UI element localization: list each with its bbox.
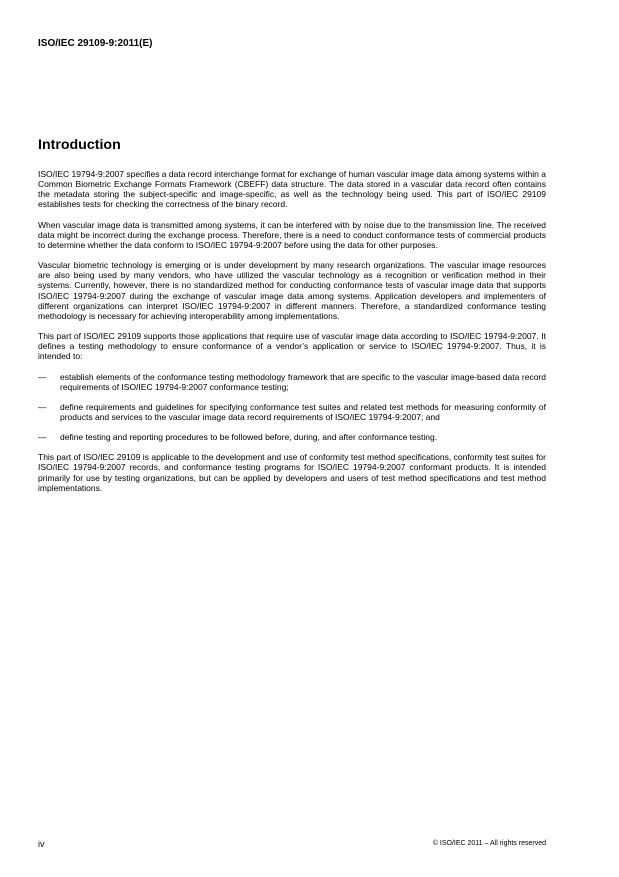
page-title: Introduction <box>38 137 121 153</box>
list-item <box>38 432 546 442</box>
list-item-text: establish elements of the conformance testing methodology framework that are specific to the vascular image-based data record requirements of ISO/IEC 19794-9:2007 conformance testing; <box>60 371 546 392</box>
list-item <box>38 372 546 392</box>
body-text <box>38 169 546 503</box>
document-identifier: ISO/IEC 29109-9:2011(E) <box>38 38 153 49</box>
paragraph: Vascular biometric technology is emerging or is under development by many research organizations. The vascular image resources are also being used by many vendors, who have utilized the vascular technology as a recognition or verification method in their systems. Currently, however, there is no standardized method for conducting conformance tests of vascular image data that supports ISO/IEC 19794-9:2007 during the exchange of vascular image data among systems. Application developers and implementers of different organizations can interpret ISO/IEC 19794-9:2007 in different manners. Therefore, a standardized conformance testing methodology is necessary for achieving interoperability among implementations. <box>38 260 546 321</box>
list-item <box>38 402 546 422</box>
bullet-dash: — <box>38 432 47 443</box>
list-item-text: define testing and reporting procedures to be followed before, during, and after conformance testing. <box>60 432 438 443</box>
paragraph: ISO/IEC 19794-9:2007 specifies a data record interchange format for exchange of human vascular image data among systems within a Common Biometric Exchange Formats Framework (CBEFF) data structure. The data stored in a vascular data record often contains the metadata storing the subject-specific and image-specific, as well as the technology being used. This part of ISO/IEC 29109 establishes tests for checking the correctness of the binary record. <box>38 169 546 210</box>
bullet-dash: — <box>38 371 47 382</box>
paragraph: When vascular image data is transmitted among systems, it can be interfered with by noise due to the transmission line. The received data might be incorrect during the exchange process. Therefore, there is a need to conduct conformance tests of commercial products to determine whether the data conform to ISO/IEC 19794-9:2007 before using the data for other purposes. <box>38 219 546 250</box>
list-item-text: define requirements and guidelines for specifying conformance test suites and related test methods for measuring conformity of products and services to the vascular image data record requirements of ISO/IEC 19794-9:2007; and <box>60 401 546 422</box>
paragraph: This part of ISO/IEC 29109 is applicable to the development and use of conformity test method specifications, conformity test suites for ISO/IEC 19794-9:2007 records, and conformance testing programs for ISO/IEC 19794-9:2007 conformant products. It is intended primarily for use by testing organizations, but can be applied by developers and users of test method specifications and test method implementations. <box>38 452 546 493</box>
bullet-dash: — <box>38 401 47 412</box>
paragraph: This part of ISO/IEC 29109 supports those applications that require use of vascular image data according to ISO/IEC 19794-9:2007. It defines a testing methodology to ensure conformance of a vendor’s application or service to ISO/IEC 19794-9:2007. Thus, it is intended to: <box>38 331 546 362</box>
copyright-notice: © ISO/IEC 2011 – All rights reserved <box>432 840 546 847</box>
page-number: iv <box>38 839 45 849</box>
